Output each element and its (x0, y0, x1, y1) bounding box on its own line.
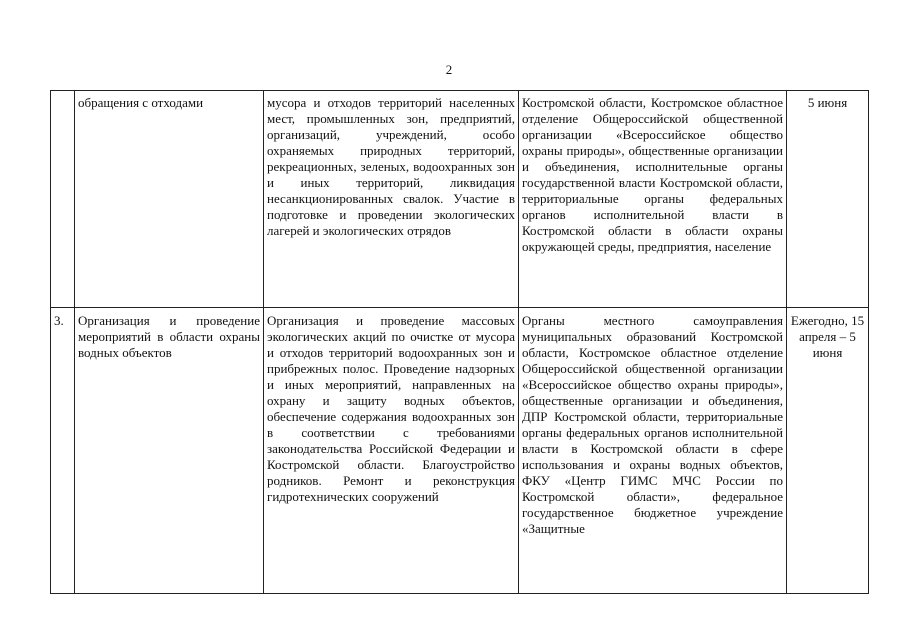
event-content-cell: мусора и отходов территорий населенных мест, промышленных зон, предприятий, организаций, учреждений, особо охраняемых природных территорий, рекреационных, зеленых, водоохранных зон и иных территорий, ликвидация несанкционированных свалок. Участие в подготовке и проведении экологических лагерей и экологических отрядов (264, 91, 519, 308)
dates-cell: 5 июня (787, 91, 869, 308)
event-name-cell: обращения с отходами (75, 91, 264, 308)
events-table (50, 90, 869, 594)
table-row (51, 308, 869, 594)
row-number-cell (51, 91, 75, 308)
executors-cell: Органы местного самоуправления муниципальных образований Костромской области, Костромское областное отделение Общероссийской общественной организации «Всероссийское общество охраны природы», общественные организации и объединения, ДПР Костромской области, территориальные органы федеральных органов исполнительной власти в Костромской области в сфере использования и охраны водных объектов, ФКУ «Центр ГИМС МЧС России по Костромской области», федеральное государственное бюджетное учреждение «Защитные (519, 308, 787, 594)
table-row (51, 91, 869, 308)
event-name-cell: Организация и проведение мероприятий в области охраны водных объектов (75, 308, 264, 594)
row-number-cell: 3. (51, 308, 75, 594)
executors-cell: Костромской области, Костромское областное отделение Общероссийской общественной организации «Всероссийское общество охраны природы», общественные организации и объединения, исполнительные органы государственной власти Костромской области, территориальные органы федеральных органов исполнительной власти в Костромской области в области охраны окружающей среды, предприятия, население (519, 91, 787, 308)
event-content-cell: Организация и проведение массовых экологических акций по очистке от мусора и отходов территорий водоохранных зон и прибрежных полос. Проведение надзорных и иных мероприятий, направленных на охрану и защиту водных объектов, обеспечение содержания водоохранных зон в соответствии с требованиями законодательства Российской Федерации и Костромской области. Благоустройство родников. Ремонт и реконструкция гидротехнических сооружений (264, 308, 519, 594)
dates-cell: Ежегодно, 15 апреля – 5 июня (787, 308, 869, 594)
page-number: 2 (445, 62, 453, 77)
